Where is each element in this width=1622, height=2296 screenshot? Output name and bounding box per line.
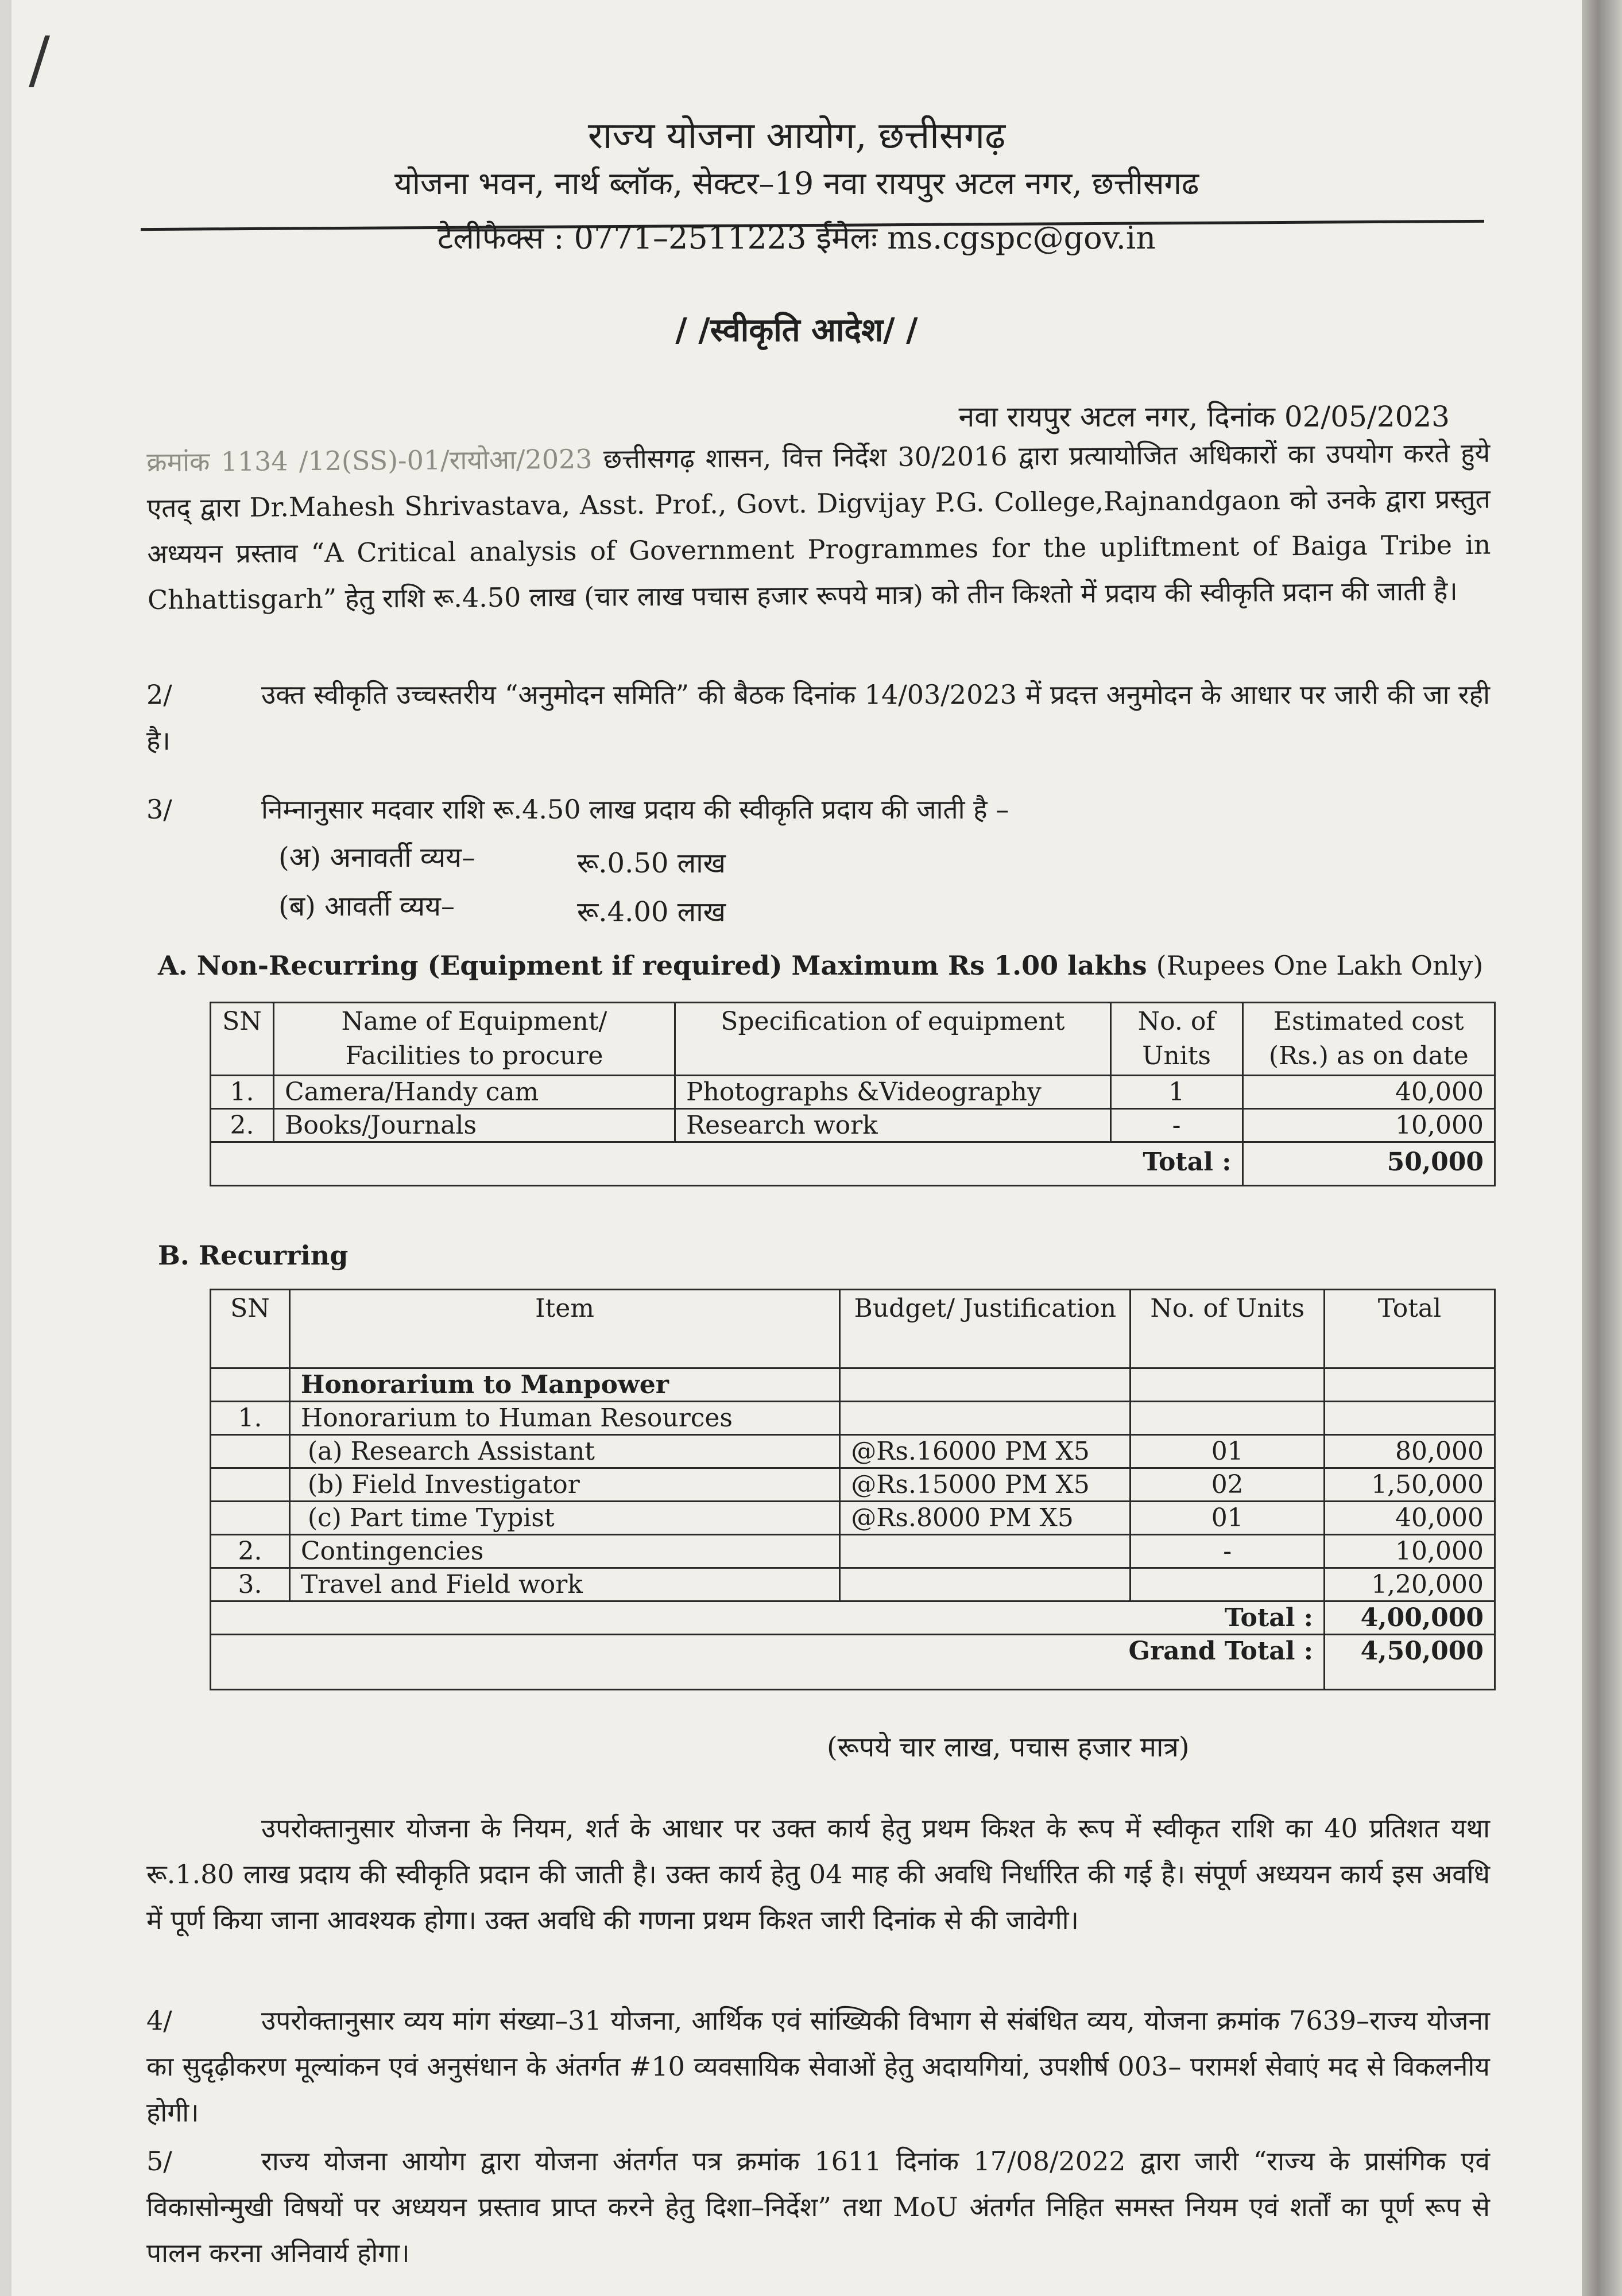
total-label: Total : — [211, 1142, 1243, 1186]
cell-cost: 10,000 — [1242, 1109, 1495, 1142]
table-row — [211, 1435, 1495, 1468]
cell-units: - — [1131, 1535, 1325, 1568]
column-header: Specification of equipment — [675, 1003, 1110, 1076]
grand-total-value: 4,50,000 — [1325, 1635, 1495, 1690]
paragraph-4-text: उपरोक्तानुसार व्यय मांग संख्या–31 योजना, आर्थिक एवं सांख्यिकी विभाग से संबंधित व्यय, योजना क्रमांक 7639–राज्य योजना का सुदृढ़ीकरण मूल्यांकन एवं अनुसंधान के अंतर्गत #10 व्यवसायिक सेवाओं हेतु अदायगियां, उपशीर्ष 003– परामर्श सेवाएं मद से विकलनीय होगी। — [146, 2005, 1490, 2128]
cell-sn: 2. — [211, 1535, 290, 1568]
paragraph-4 — [146, 1998, 1490, 2135]
cell-total: 40,000 — [1325, 1502, 1495, 1535]
section-a-note: (Rupees One Lakh Only) — [1156, 950, 1484, 981]
cell-total: 1,50,000 — [1325, 1468, 1495, 1502]
org-contact: टेलीफैक्स : 0771–2511223 ईमेलः ms.cgspc@gov.in — [438, 220, 1156, 256]
cell-item: (c) Part time Typist — [289, 1502, 839, 1535]
cell-total: 80,000 — [1325, 1435, 1495, 1468]
group-row — [211, 1368, 1495, 1402]
column-header: Item — [289, 1290, 839, 1368]
section-b-heading: B. Recurring — [158, 1240, 349, 1271]
column-header: SN — [211, 1003, 274, 1076]
cell-name: Books/Journals — [273, 1109, 675, 1142]
paragraph-1-text: छत्तीसगढ़ शासन, वित्त निर्देश 30/2016 द्वारा प्रत्यायोजित अधिकारों का उपयोग करते हुये एतद् द्वारा Dr.Mahesh Shrivastava, Asst. Prof., Govt. Digvijay P.G. College,Rajnandgaon को उनके द्वारा प्रस्तुत अध्ययन प्रस्ताव “A Critical analysis of Government Programmes for the upliftment of Baiga Tribe in Chhattisgarh” हेतु राशि रू.4.50 लाख (चार लाख पचास हजार रूपये मात्र) को तीन किश्तो में प्रदाय की स्वीकृति प्रदान की जाती है। — [146, 437, 1491, 615]
paragraph-3 — [146, 786, 1490, 832]
column-header: No. of Units — [1110, 1003, 1242, 1076]
cell-sn: 1. — [211, 1076, 274, 1109]
table-row — [211, 1502, 1495, 1535]
cell-spec: Photographs &Videography — [675, 1076, 1110, 1109]
recurring-amount: रू.4.00 लाख — [577, 896, 726, 928]
cell-budget — [840, 1535, 1131, 1568]
cell-total — [1325, 1402, 1495, 1435]
margin-mark: / — [29, 23, 51, 96]
cell-units: 01 — [1131, 1435, 1325, 1468]
cell-units: 02 — [1131, 1468, 1325, 1502]
order-title: / /स्वीकृति आदेश/ / — [675, 311, 918, 349]
cell-units: - — [1110, 1109, 1242, 1142]
table-row — [211, 1402, 1495, 1435]
total-row — [211, 1142, 1495, 1186]
column-header: Name of Equipment/ Facilities to procure — [273, 1003, 675, 1076]
installment-paragraph: उपरोक्तानुसार योजना के नियम, शर्त के आधार पर उक्त कार्य हेतु प्रथम किश्त के रूप में स्वीकृत राशि का 40 प्रतिशत यथा रू.1.80 लाख प्रदाय की स्वीकृति प्रदान की जाती है। उक्त कार्य हेतु 04 माह की अवधि निर्धारित की गई है। संपूर्ण अध्ययन कार्य इस अवधि में पूर्ण किया जाना आवश्यक होगा। उक्त अवधि की गणना प्रथम किश्त जारी दिनांक से की जावेगी। — [146, 1813, 1490, 1936]
cell-total: 10,000 — [1325, 1535, 1495, 1568]
grand-total-row — [211, 1635, 1495, 1690]
table-row — [211, 1109, 1495, 1142]
cell-item: (a) Research Assistant — [289, 1435, 839, 1468]
order-date: नवा रायपुर अटल नगर, दिनांक 02/05/2023 — [958, 400, 1450, 433]
table-row — [211, 1076, 1495, 1109]
org-address: योजना भवन, नार्थ ब्लॉक, सेक्टर–19 नवा रायपुर अटल नगर, छत्तीसगढ — [394, 165, 1199, 201]
table-header-row — [211, 1290, 1495, 1368]
section-a-title: A. Non-Recurring (Equipment if required) Maximum Rs 1.00 lakhs — [158, 950, 1147, 981]
cell-units: 1 — [1110, 1076, 1242, 1109]
table-row — [211, 1535, 1495, 1568]
cell-budget — [840, 1568, 1131, 1601]
cell-units: 01 — [1131, 1502, 1325, 1535]
total-label: Total : — [211, 1601, 1325, 1635]
column-header: Total — [1325, 1290, 1495, 1368]
reference-number: क्रमांक 1134 /12(SS)-01/रायोआ/2023 — [146, 443, 593, 478]
amount-in-words: (रूपये चार लाख, पचास हजार मात्र) — [827, 1731, 1190, 1763]
table-row — [211, 1468, 1495, 1502]
paragraph-3-number: 3/ — [146, 794, 172, 825]
table-row — [211, 1568, 1495, 1601]
recurring-label: (ब) आवर्ती व्यय– — [278, 890, 455, 922]
total-value: 4,00,000 — [1325, 1601, 1495, 1635]
cell-budget: @Rs.15000 PM X5 — [840, 1468, 1131, 1502]
cell-sn — [211, 1435, 290, 1468]
paragraph-4-number: 4/ — [146, 2005, 172, 2036]
paragraph-2-text: उक्त स्वीकृति उच्चस्तरीय “अनुमोदन समिति” की बैठक दिनांक 14/03/2023 में प्रदत्त अनुमोदन के आधार पर जारी की जा रही है। — [146, 679, 1490, 756]
paragraph-3-text: निम्नानुसार मदवार राशि रू.4.50 लाख प्रदाय की स्वीकृति प्रदाय की जाती है – — [261, 794, 1009, 825]
column-header: Budget/ Justification — [840, 1290, 1131, 1368]
org-name: राज्य योजना आयोग, छत्तीसगढ़ — [587, 115, 1006, 157]
nonrecurring-amount: रू.0.50 लाख — [577, 847, 726, 879]
cell-spec: Research work — [675, 1109, 1110, 1142]
nonrecurring-label: (अ) अनावर्ती व्यय– — [278, 841, 475, 874]
page-edge-shadow — [1582, 0, 1622, 2296]
cell-name: Camera/Handy cam — [273, 1076, 675, 1109]
cell-sn: 1. — [211, 1402, 290, 1435]
cell-sn: 2. — [211, 1109, 274, 1142]
paragraph-2-number: 2/ — [146, 679, 172, 710]
column-header: SN — [211, 1290, 290, 1368]
group-heading: Honorarium to Manpower — [289, 1368, 839, 1402]
cell-budget: @Rs.8000 PM X5 — [840, 1502, 1131, 1535]
column-header: No. of Units — [1131, 1290, 1325, 1368]
paragraph-5-text: राज्य योजना आयोग द्वारा योजना अंतर्गत पत्र क्रमांक 1611 दिनांक 17/08/2022 द्वारा जारी “राज्य के प्रासंगिक एवं विकासोन्मुखी विषयों पर अध्ययन प्रस्ताव प्राप्त करने हेतु दिशा–निर्देश” तथा MoU अंतर्गत निहित समस्त नियम एवं शर्तों का पूर्ण रूप से पालन करना अनिवार्य होगा। — [146, 2146, 1490, 2268]
cell-cost: 40,000 — [1242, 1076, 1495, 1109]
table-header-row — [211, 1003, 1495, 1076]
cell-total: 1,20,000 — [1325, 1568, 1495, 1601]
paragraph-5 — [146, 2138, 1490, 2276]
cell-budget: @Rs.16000 PM X5 — [840, 1435, 1131, 1468]
total-value: 50,000 — [1242, 1142, 1495, 1186]
recurring-table — [210, 1289, 1496, 1690]
cell-units — [1131, 1568, 1325, 1601]
cell-item: (b) Field Investigator — [289, 1468, 839, 1502]
paragraph-2 — [146, 672, 1490, 763]
cell-sn — [211, 1502, 290, 1535]
paragraph-1 — [146, 430, 1491, 623]
document-page — [11, 0, 1582, 2296]
cell-item: Travel and Field work — [289, 1568, 839, 1601]
section-a-heading — [158, 950, 1483, 981]
total-row — [211, 1601, 1495, 1635]
grand-total-label: Grand Total : — [211, 1635, 1325, 1690]
paragraph-5-number: 5/ — [146, 2146, 172, 2177]
nonrecurring-table — [210, 1002, 1496, 1186]
cell-units — [1131, 1402, 1325, 1435]
cell-sn — [211, 1468, 290, 1502]
column-header: Estimated cost (Rs.) as on date — [1242, 1003, 1495, 1076]
cell-item: Honorarium to Human Resources — [289, 1402, 839, 1435]
cell-item: Contingencies — [289, 1535, 839, 1568]
cell-sn: 3. — [211, 1568, 290, 1601]
cell-budget — [840, 1402, 1131, 1435]
